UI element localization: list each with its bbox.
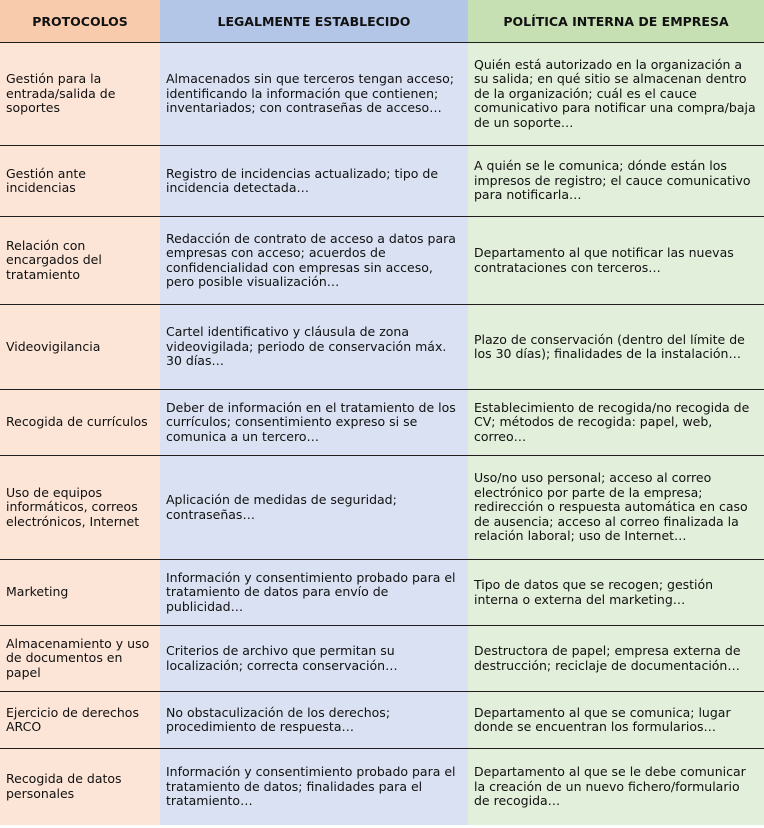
protocol-cell: Gestión ante incidencias [0, 146, 160, 217]
protocol-cell: Gestión para la entrada/salida de soportes [0, 43, 160, 146]
table-row [0, 560, 764, 626]
internal-policy-cell: A quién se le comunica; dónde están los impresos de registro; el cauce comunicativo para notificarla… [468, 146, 764, 217]
protocol-cell: Uso de equipos informáticos, correos electrónicos, Internet [0, 456, 160, 560]
internal-policy-cell: Destructora de papel; empresa externa de destrucción; reciclaje de documentación… [468, 626, 764, 692]
table-row [0, 692, 764, 749]
legal-cell: Criterios de archivo que permitan su localización; correcta conservación… [160, 626, 468, 692]
legal-cell: Deber de información en el tratamiento de los currículos; consentimiento expreso si se comunica a un tercero… [160, 390, 468, 456]
protocol-cell: Recogida de currículos [0, 390, 160, 456]
header-legal: LEGALMENTE ESTABLECIDO [160, 0, 468, 43]
table-row [0, 390, 764, 456]
header-protocols: PROTOCOLOS [0, 0, 160, 43]
internal-policy-cell: Establecimiento de recogida/no recogida de CV; métodos de recogida: papel, web, correo… [468, 390, 764, 456]
protocol-cell: Relación con encargados del tratamiento [0, 217, 160, 305]
protocol-cell: Ejercicio de derechos ARCO [0, 692, 160, 749]
legal-cell: Información y consentimiento probado para el tratamiento de datos; finalidades para el tratamiento… [160, 749, 468, 825]
protocol-cell: Videovigilancia [0, 305, 160, 390]
table-row [0, 749, 764, 825]
internal-policy-cell: Departamento al que se le debe comunicar la creación de un nuevo fichero/formulario de recogida… [468, 749, 764, 825]
table-row [0, 626, 764, 692]
header-internal-policy: POLÍTICA INTERNA DE EMPRESA [468, 0, 764, 43]
protocol-cell: Recogida de datos personales [0, 749, 160, 825]
legal-cell: Información y consentimiento probado para el tratamiento de datos para envío de publicidad… [160, 560, 468, 626]
table-row [0, 146, 764, 217]
table-row [0, 456, 764, 560]
legal-cell: Registro de incidencias actualizado; tipo de incidencia detectada… [160, 146, 468, 217]
table-row [0, 305, 764, 390]
table-row [0, 43, 764, 146]
internal-policy-cell: Uso/no uso personal; acceso al correo electrónico por parte de la empresa; redirección o respuesta automática en caso de ausencia; acceso al correo finalizada la relación laboral; uso de Internet… [468, 456, 764, 560]
internal-policy-cell: Plazo de conservación (dentro del límite de los 30 días); finalidades de la instalación… [468, 305, 764, 390]
internal-policy-cell: Departamento al que se comunica; lugar donde se encuentran los formularios… [468, 692, 764, 749]
internal-policy-cell: Tipo de datos que se recogen; gestión interna o externa del marketing… [468, 560, 764, 626]
header-row [0, 0, 764, 43]
legal-cell: Almacenados sin que terceros tengan acceso; identificando la información que contienen; inventariados; con contraseñas de acceso… [160, 43, 468, 146]
protocol-cell: Almacenamiento y uso de documentos en papel [0, 626, 160, 692]
legal-cell: Cartel identificativo y cláusula de zona videovigilada; periodo de conservación máx. 30 días… [160, 305, 468, 390]
legal-cell: No obstaculización de los derechos; procedimiento de respuesta… [160, 692, 468, 749]
table-body [0, 43, 764, 825]
internal-policy-cell: Quién está autorizado en la organización a su salida; en qué sitio se almacenan dentro de la organización; cuál es el cauce comunicativo para notificar una compra/baja de un soporte… [468, 43, 764, 146]
legal-cell: Redacción de contrato de acceso a datos para empresas con acceso; acuerdos de confidencialidad con empresas sin acceso, pero posible visualización… [160, 217, 468, 305]
protocol-cell: Marketing [0, 560, 160, 626]
legal-cell: Aplicación de medidas de seguridad; contraseñas… [160, 456, 468, 560]
table-row [0, 217, 764, 305]
internal-policy-cell: Departamento al que notificar las nuevas contrataciones con terceros… [468, 217, 764, 305]
